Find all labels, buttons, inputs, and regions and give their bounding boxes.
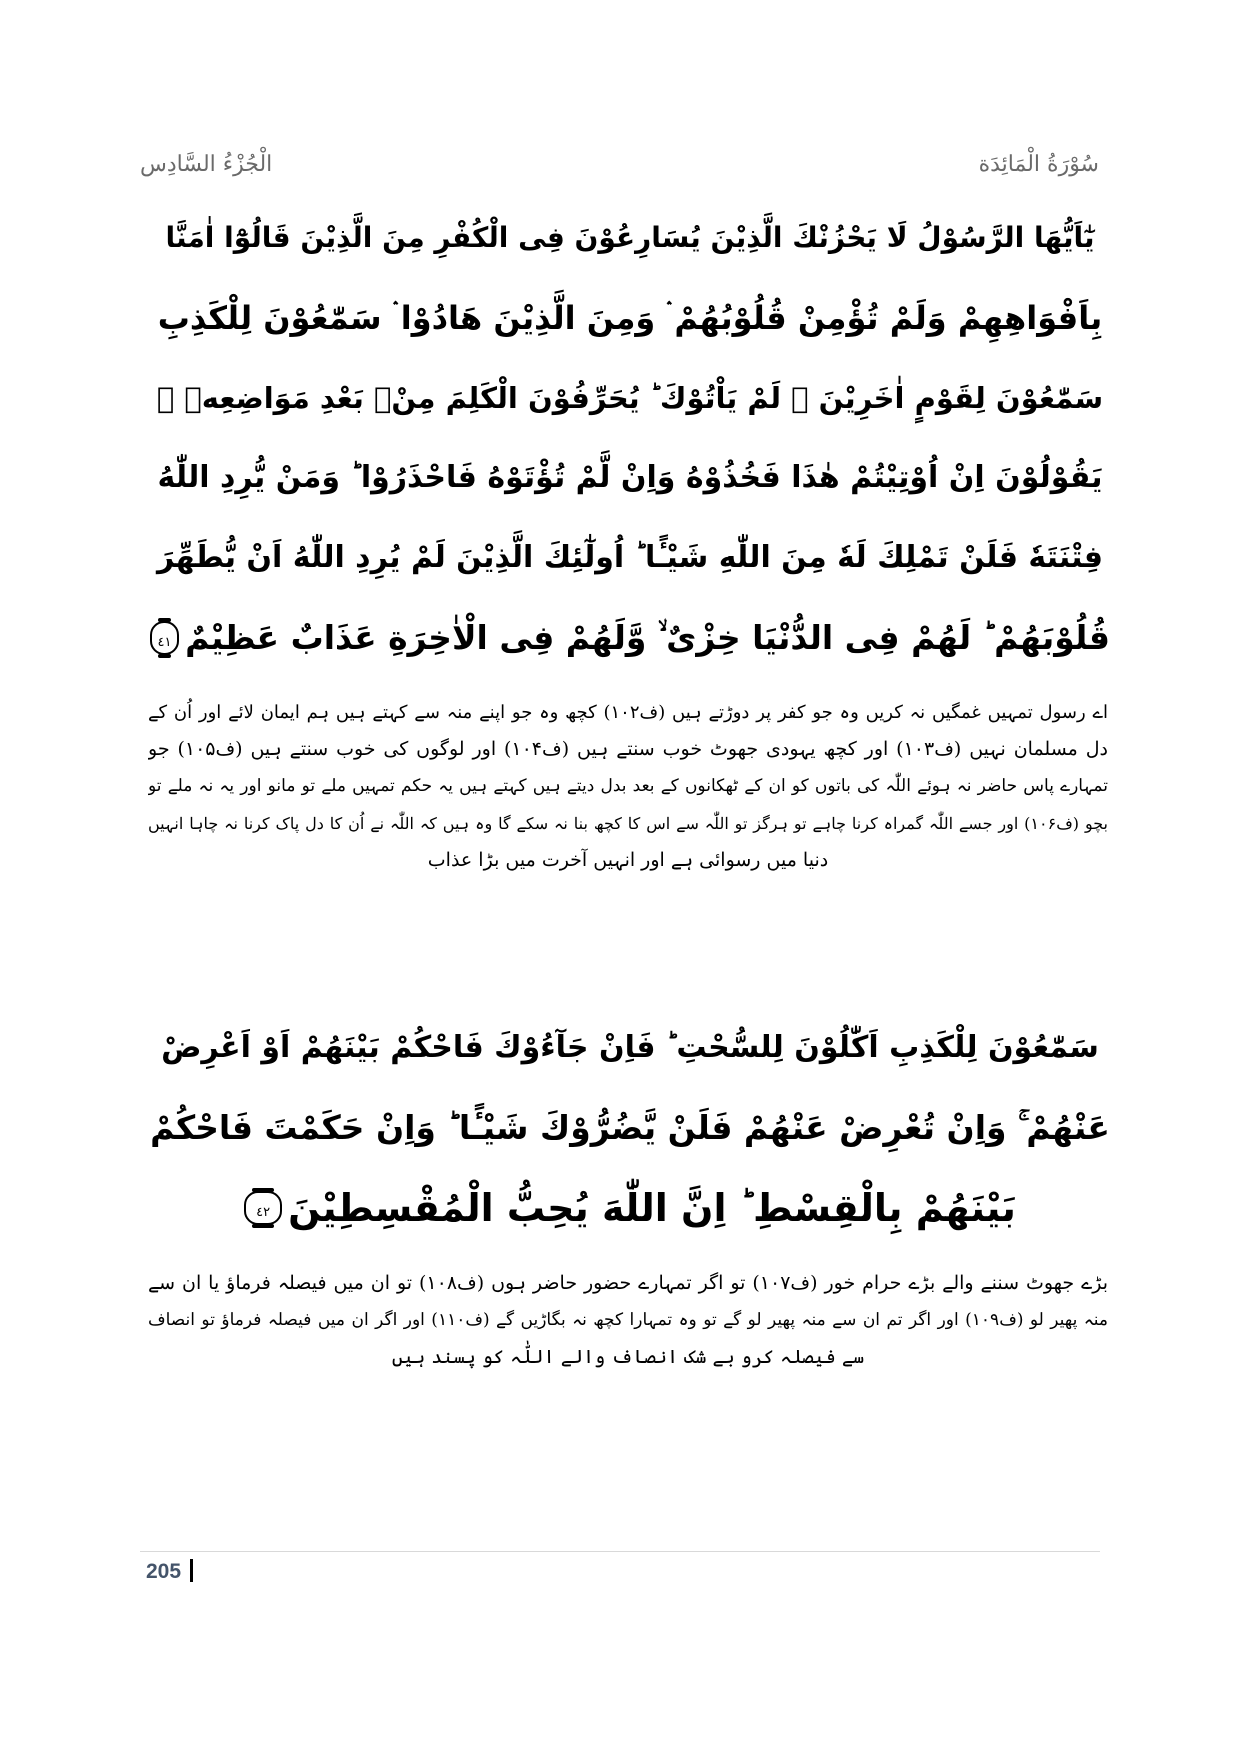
footer-divider xyxy=(140,1551,1100,1552)
arabic-verse-line: عَنْهُمْ ۚ وَاِنْ تُعْرِضْ عَنْهُمْ فَلَنْ يَّضُرُّوْكَ شَيْـًٔا ؕ وَاِنْ حَكَمْتَ فَاحْكُمْ xyxy=(150,1108,1110,1147)
arabic-verse-block-41 xyxy=(150,198,1110,678)
translation-line: سے فیصلہ کرو بے شک انصاف والے اللّٰہ کو پسند ہیں xyxy=(391,1346,865,1368)
arabic-verse-line: يٰٓاَيُّهَا الرَّسُوْلُ لَا يَحْزُنْكَ الَّذِيْنَ يُسَارِعُوْنَ فِى الْكُفْرِ مِنَ الَّذِيْنَ قَالُوْٓا اٰمَنَّا xyxy=(165,221,1095,254)
arabic-verse-line: بِاَفْوَاهِهِمْ وَلَمْ تُؤْمِنْ قُلُوْبُهُمْ ۛ وَمِنَ الَّذِيْنَ هَادُوْا ۛ سَمّٰعُوْنَ لِلْكَذِبِ xyxy=(157,299,1103,337)
arabic-verse-line: سَمّٰعُوْنَ لِقَوْمٍ اٰخَرِيْنَ ۙ لَمْ يَاْتُوْكَ ؕ يُحَرِّفُوْنَ الْكَلِمَ مِنْۢ بَعْدِ مَوَاضِعِهٖ ۚ xyxy=(156,381,1104,415)
juz-name-header: الْجُزْءُ السَّادِس xyxy=(140,152,273,177)
translation-line: بچو (ف۱۰۶) اور جسے اللّٰہ گمراہ کرنا چاہے تو ہرگز تو اللّٰہ سے اس کا کچھ بنا نہ سکے گا وہ ہیں کہ اللّٰہ نے اُن کا دل پاک کرنا نہ چاہا انہیں xyxy=(148,814,1108,833)
translation-line: منہ پھیر لو (ف۱۰۹) اور اگر تم ان سے منہ پھیر لو گے تو وہ تمہارا کچھ نہ بگاڑیں گے (ف۱۱۰) اور اگر ان میں فیصلہ فرماؤ تو انصاف xyxy=(148,1310,1108,1330)
ayah-number-marker: ٤٢ xyxy=(244,1191,282,1225)
arabic-verse-line: يَقُوْلُوْنَ اِنْ اُوْتِيْتُمْ هٰذَا فَخُذُوْهُ وَاِنْ لَّمْ تُؤْتَوْهُ فَاحْذَرُوْا ؕ وَمَنْ يُّرِدِ اللّٰهُ xyxy=(157,460,1103,495)
translation-line: بڑے جھوٹ سننے والے بڑے حرام خور (ف۱۰۷) تو اگر تمہارے حضور حاضر ہوں (ف۱۰۸) تو ان میں فیصلہ فرماؤ یا ان سے xyxy=(148,1272,1108,1294)
urdu-translation-block-42 xyxy=(148,1265,1108,1376)
translation-line: اے رسول تمہیں غمگیں نہ کریں وہ جو کفر پر دوڑتے ہیں (ف۱۰۲) کچھ وہ جو اپنے منہ سے کہتے ہیں ہم ایمان لائے اور اُن کے xyxy=(148,702,1108,723)
translation-line: دل مسلمان نہیں (ف۱۰۳) اور کچھ یہودی جھوٹ خوب سنتے ہیں (ف۱۰۴) اور لوگوں کی خوب سنتے ہیں (ف۱۰۵) جو xyxy=(148,738,1108,760)
arabic-verse-line: فِتْنَتَهٗ فَلَنْ تَمْلِكَ لَهٗ مِنَ اللّٰهِ شَيْـًٔا ؕ اُولٰٓئِكَ الَّذِيْنَ لَمْ يُرِدِ اللّٰهُ اَنْ يُّطَهِّرَ xyxy=(157,540,1103,575)
urdu-translation-block-41 xyxy=(148,694,1108,879)
surah-name-header: سُوْرَةُ الْمَائِدَة xyxy=(978,152,1099,177)
page-number-separator xyxy=(190,1559,193,1582)
arabic-verse-line: سَمّٰعُوْنَ لِلْكَذِبِ اَكّٰلُوْنَ لِلسُّحْتِ ؕ فَاِنْ جَآءُوْكَ فَاحْكُمْ بَيْنَهُمْ اَوْ اَعْرِضْ xyxy=(161,1030,1099,1065)
translation-line: تمہارے پاس حاضر نہ ہوئے اللّٰہ کی باتوں کو ان کے ٹھکانوں کے بعد بدل دیتے ہیں کہتے ہیں یہ حکم تمہیں ملے تو مانو اور یہ نہ ملے تو xyxy=(148,776,1108,796)
translation-line: دنیا میں رسوائی ہے اور انہیں آخرت میں بڑا عذاب xyxy=(427,849,829,871)
arabic-verse-line: بَيْنَهُمْ بِالْقِسْطِ ؕ اِنَّ اللّٰهَ يُحِبُّ الْمُقْسِطِيْنَ ٤٢ xyxy=(150,1168,1110,1248)
ayah-number-marker: ٤١ xyxy=(150,621,179,655)
arabic-verse-line: قُلُوْبَهُمْ ؕ لَهُمْ فِى الدُّنْيَا خِزْىٌ ۙ وَّلَهُمْ فِى الْاٰخِرَةِ عَذَابٌ عَظِيْمٌ ٤١ xyxy=(150,598,1110,678)
arabic-verse-block-42 xyxy=(150,1008,1110,1248)
page-number: 205 xyxy=(146,1560,182,1583)
